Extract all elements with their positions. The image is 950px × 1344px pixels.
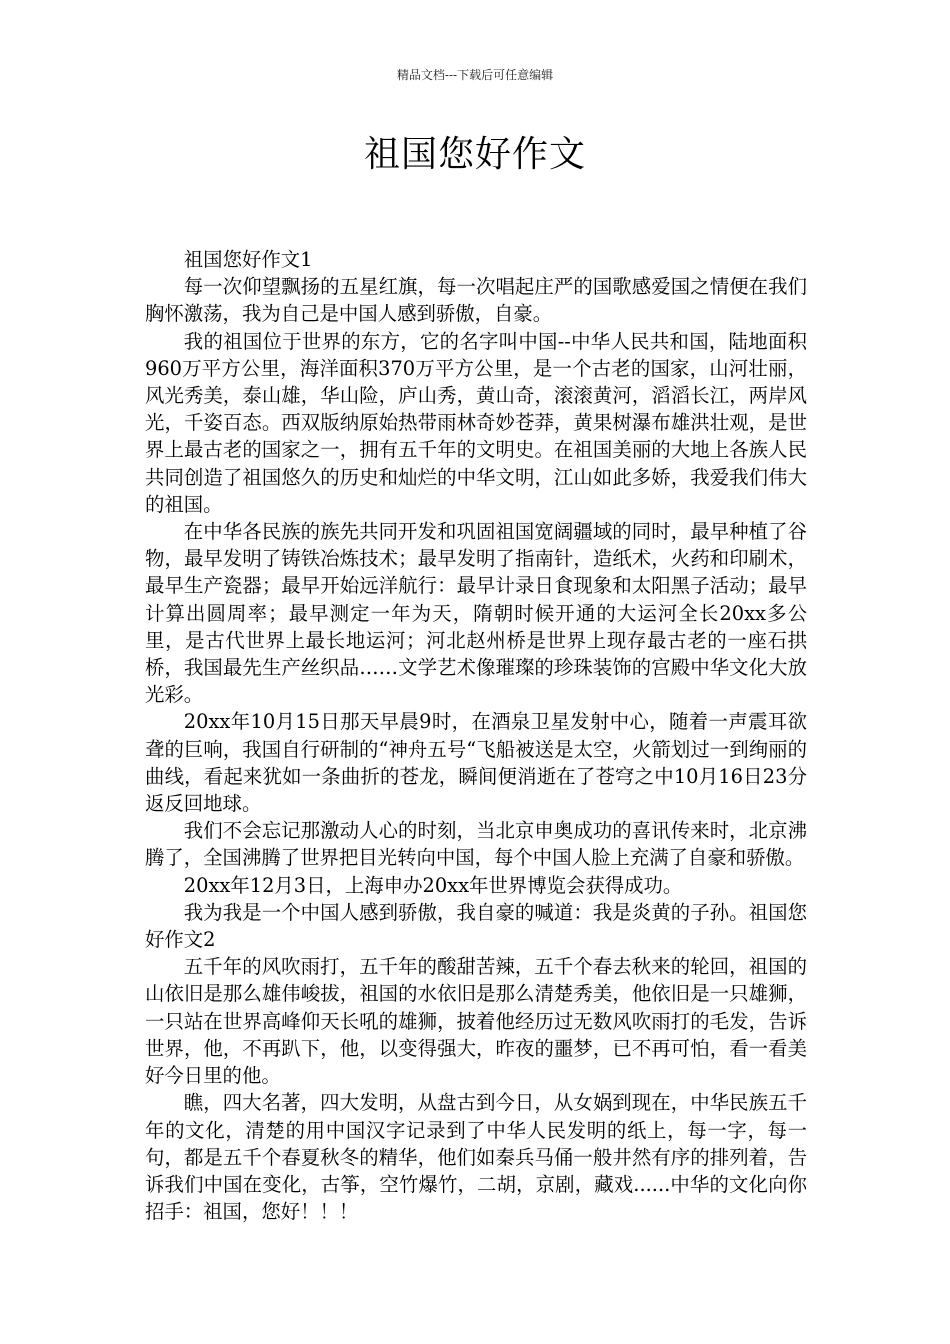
document-title: 祖国您好作文 (363, 134, 586, 175)
paragraph-4: 在中华各民族的族先共同开发和巩固祖国宽阔疆域的同时，最早种植了谷物，最早发明了铸铁冶炼技术；最早发明了指南针，造纸术，火药和印刷术，最早生产瓷器；最早开始远洋航行：最早计录日食现象和太阳黑子活动；最早计算出圆周率；最早测定一年为天，隋朝时候开通的大运河全长20xx多公里，是古代世界上最长地运河；河北赵州桥是世界上现存最古老的一座石拱桥，我国最先生产丝织品……文学艺术像璀璨的珍珠装饰的宫殿中华文化大放光彩。 (145, 520, 807, 707)
paragraph-7: 20xx年12月3日，上海申办20xx年世界博览会获得成功。 (183, 873, 683, 897)
paragraph-9: 五千年的风吹雨打，五千年的酸甜苦辣，五千个春去秋来的轮回，祖国的山依旧是那么雄伟峻拔，祖国的水依旧是那么清楚秀美，他依旧是一只雄狮，一只站在世界高峰仰天长吼的雄狮，披着他经历过无数风吹雨打的毛发，告诉世界，他，不再趴下，他，以变得强大，昨夜的噩梦，已不再可怕，看一看美好今日里的他。 (145, 955, 807, 1088)
paragraph-2: 每一次仰望飘扬的五星红旗，每一次唱起庄严的国歌感爱国之情便在我们胸怀激荡，我为自己是中国人感到骄傲，自豪。 (145, 275, 807, 326)
paragraph-6: 我们不会忘记那激动人心的时刻，当北京申奥成功的喜讯传来时，北京沸腾了，全国沸腾了世界把目光转向中国，每个中国人脸上充满了自豪和骄傲。 (145, 819, 807, 870)
paragraph-8: 我为我是一个中国人感到骄傲，我自豪的喊道：我是炎黄的子孙。祖国您好作文2 (145, 900, 807, 952)
document-body (145, 246, 807, 1225)
paragraph-3: 我的祖国位于世界的东方，它的名字叫中国--中华人民共和国，陆地面积960万平方公里，海洋面积370万平方公里，是一个古老的国家，山河壮丽，风光秀美，泰山雄，华山险，庐山秀，黄山奇，滚滚黄河，滔滔长江，两岸风光，千姿百态。西双版纳原始热带雨林奇妙苍莽，黄果树瀑布雄洪壮观，是世界上最古老的国家之一，拥有五千年的文明史。在祖国美丽的大地上各族人民共同创造了祖国悠久的历史和灿烂的中华文明，江山如此多娇，我爱我们伟大的祖国。 (145, 329, 807, 516)
paragraph-1: 祖国您好作文1 (183, 248, 313, 271)
paragraph-10: 瞧，四大名著，四大发明，从盘古到今日，从女娲到现在，中华民族五千年的文化，清楚的用中国汉字记录到了中华人民发明的纸上，每一字，每一句，都是五千个春夏秋冬的精华，他们如秦兵马俑一般井然有序的排列着，告诉我们中国在变化，古筝，空竹爆竹，二胡，京剧，藏戏......中华的文化向你招手：祖国，您好！！！ (145, 1091, 807, 1224)
header-note: 精品文档---下载后可任意编辑 (396, 68, 554, 82)
paragraph-5: 20xx年10月15日那天早晨9时，在酒泉卫星发射中心，随着一声震耳欲聋的巨响，我国自行研制的“神舟五号“飞船被送是太空，火箭划过一到绚丽的曲线，看起来犹如一条曲折的苍龙，瞬间便消逝在了苍穹之中10月16日23分返反回地球。 (145, 710, 807, 816)
